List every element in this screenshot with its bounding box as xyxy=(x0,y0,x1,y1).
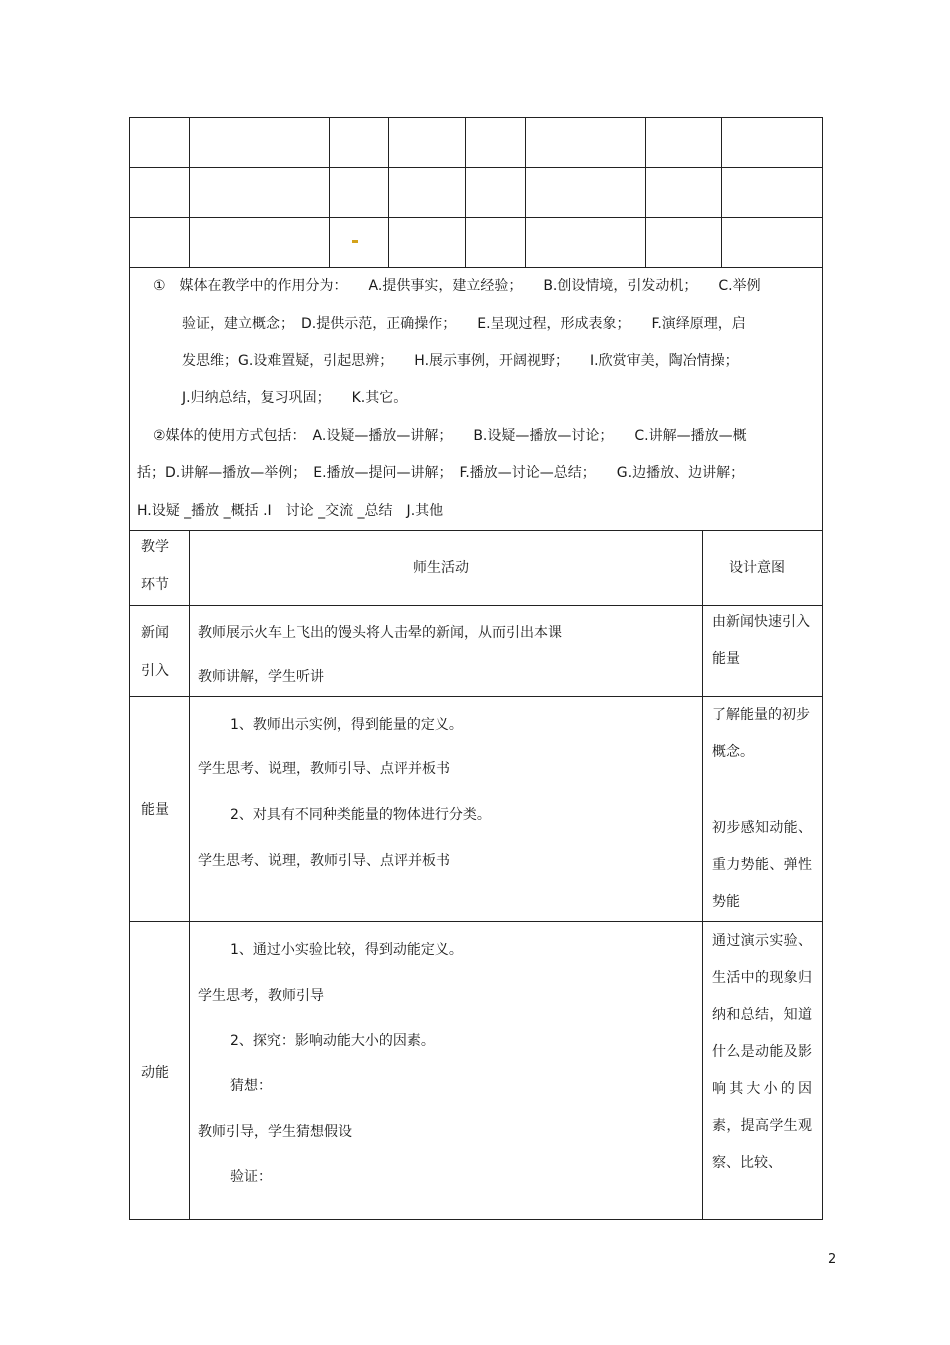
activity-energy-1: 1、教师出示实例，得到能量的定义。 xyxy=(230,717,463,733)
header-intent: 设计意图 xyxy=(729,560,785,576)
stage-kinetic: 动能 xyxy=(141,1065,169,1081)
page-number: 2 xyxy=(828,1252,837,1267)
note-line-7: H.设疑 _播放 _概括 .I 讨论 _交流 _总结 J.其他 xyxy=(137,503,444,519)
note-line-1: ① 媒体在教学中的作用分为： A.提供事实，建立经验； B.创设情境，引发动机； C.举例 xyxy=(153,278,761,294)
activity-kinetic-3: 2、探究：影响动能大小的因素。 xyxy=(230,1033,435,1049)
stage-energy: 能量 xyxy=(141,802,169,818)
activity-kinetic-6: 验证： xyxy=(230,1169,272,1185)
note-line-2: 验证，建立概念； D.提供示范，正确操作； E.呈现过程，形成表象； F.演绎原理，启 xyxy=(182,316,746,332)
stage-news-line2: 引入 xyxy=(141,663,169,679)
intent-energy-a: 了解能量的初步概念。 xyxy=(712,707,810,760)
activity-energy-3: 2、对具有不同种类能量的物体进行分类。 xyxy=(230,807,491,823)
intent-energy-b: 初步感知动能、重力势能、弹性势能 xyxy=(712,820,812,910)
activity-kinetic-5: 教师引导，学生猜想假设 xyxy=(198,1124,352,1140)
note-line-5: ②媒体的使用方式包括： A.设疑—播放—讲解； B.设疑—播放—讨论； C.讲解—播放—概 xyxy=(153,428,747,444)
yellow-mark xyxy=(352,240,358,243)
activity-news-2: 教师讲解，学生听讲 xyxy=(198,669,324,685)
intent-news: 由新闻快速引入能量 xyxy=(712,614,810,667)
note-line-4: J.归纳总结，复习巩固； K.其它。 xyxy=(182,390,408,406)
header-activity: 师生活动 xyxy=(413,560,469,576)
activity-kinetic-4: 猜想： xyxy=(230,1078,272,1094)
header-stage-line1: 教学 xyxy=(141,539,169,555)
stage-news-line1: 新闻 xyxy=(141,625,169,641)
header-stage-line2: 环节 xyxy=(141,577,169,593)
activity-news-1: 教师展示火车上飞出的馒头将人击晕的新闻，从而引出本课 xyxy=(198,625,562,641)
activity-energy-2: 学生思考、说理，教师引导、点评并板书 xyxy=(198,761,450,777)
activity-kinetic-2: 学生思考，教师引导 xyxy=(198,988,324,1004)
intent-kinetic: 通过演示实验、生活中的现象归纳和总结，知道什么是动能及影响其大小的因素，提高学生观察、比较、 xyxy=(712,933,812,1171)
note-line-6: 括；D.讲解—播放—举例； E.播放—提问—讲解； F.播放—讨论—总结； G.边播放、边讲解； xyxy=(137,465,745,481)
activity-kinetic-1: 1、通过小实验比较，得到动能定义。 xyxy=(230,942,463,958)
activity-energy-4: 学生思考、说理，教师引导、点评并板书 xyxy=(198,853,450,869)
note-line-3: 发思维；G.设难置疑，引起思辨； H.展示事例，开阔视野； I.欣赏审美，陶冶情操； xyxy=(182,353,739,369)
